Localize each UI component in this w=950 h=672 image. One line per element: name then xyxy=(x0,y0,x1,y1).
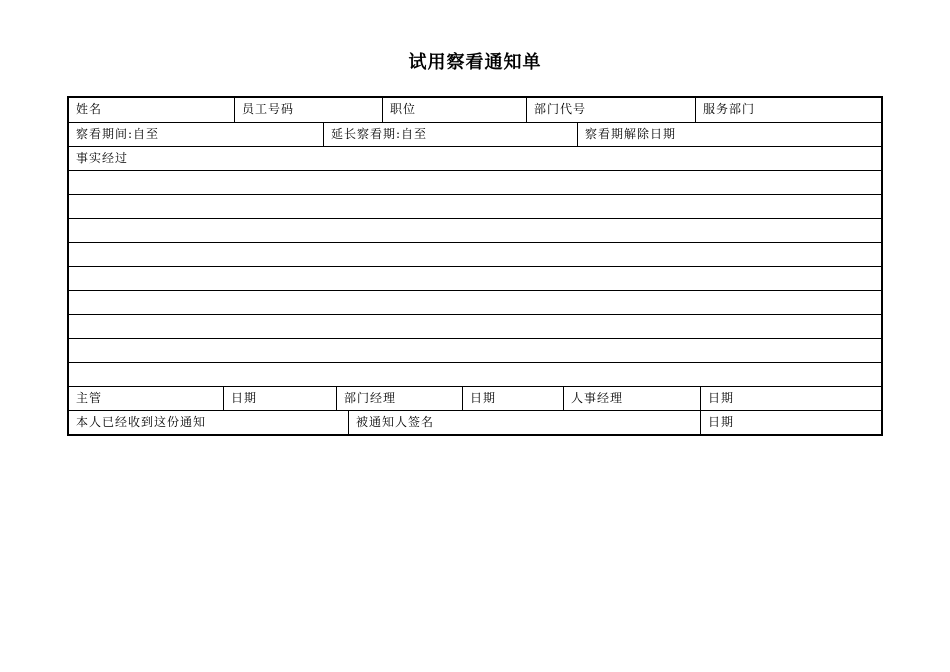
facts-line[interactable] xyxy=(69,362,881,386)
dept-manager-field[interactable]: 部门经理 xyxy=(336,387,462,410)
facts-line[interactable] xyxy=(69,194,881,218)
received-notice-label: 本人已经收到这份通知 xyxy=(76,415,207,429)
supervisor-date-field[interactable]: 日期 xyxy=(223,387,336,410)
probation-notice-form xyxy=(67,96,883,436)
facts-line[interactable] xyxy=(69,218,881,242)
dept-manager-date-field[interactable]: 日期 xyxy=(462,387,563,410)
release-date-field[interactable]: 察看期解除日期 xyxy=(577,123,881,146)
row-employee-info xyxy=(69,98,881,122)
facts-line[interactable] xyxy=(69,338,881,362)
row-acknowledgement xyxy=(69,410,881,434)
facts-label: 事实经过 xyxy=(76,151,129,165)
service-dept-field[interactable]: 服务部门 xyxy=(695,98,881,122)
signature-field[interactable]: 被通知人签名 xyxy=(348,411,700,434)
supervisor-field[interactable]: 主管 xyxy=(76,391,103,405)
facts-line[interactable] xyxy=(69,242,881,266)
facts-line[interactable] xyxy=(69,266,881,290)
dept-code-field[interactable]: 部门代号 xyxy=(526,98,695,122)
facts-line[interactable] xyxy=(69,314,881,338)
ack-date-field[interactable]: 日期 xyxy=(700,411,881,434)
hr-manager-date-field[interactable]: 日期 xyxy=(700,387,881,410)
row-signatures xyxy=(69,386,881,410)
row-probation-period xyxy=(69,122,881,146)
extended-period-field[interactable]: 延长察看期:自至 xyxy=(323,123,577,146)
facts-line[interactable] xyxy=(69,170,881,194)
employee-id-field[interactable]: 员工号码 xyxy=(234,98,382,122)
facts-line[interactable] xyxy=(69,290,881,314)
name-field[interactable]: 姓名 xyxy=(76,102,103,116)
form-title: 试用察看通知单 xyxy=(408,52,542,73)
hr-manager-field[interactable]: 人事经理 xyxy=(563,387,700,410)
row-facts xyxy=(69,146,881,170)
probation-period-field[interactable]: 察看期间:自至 xyxy=(76,127,160,141)
position-field[interactable]: 职位 xyxy=(382,98,526,122)
